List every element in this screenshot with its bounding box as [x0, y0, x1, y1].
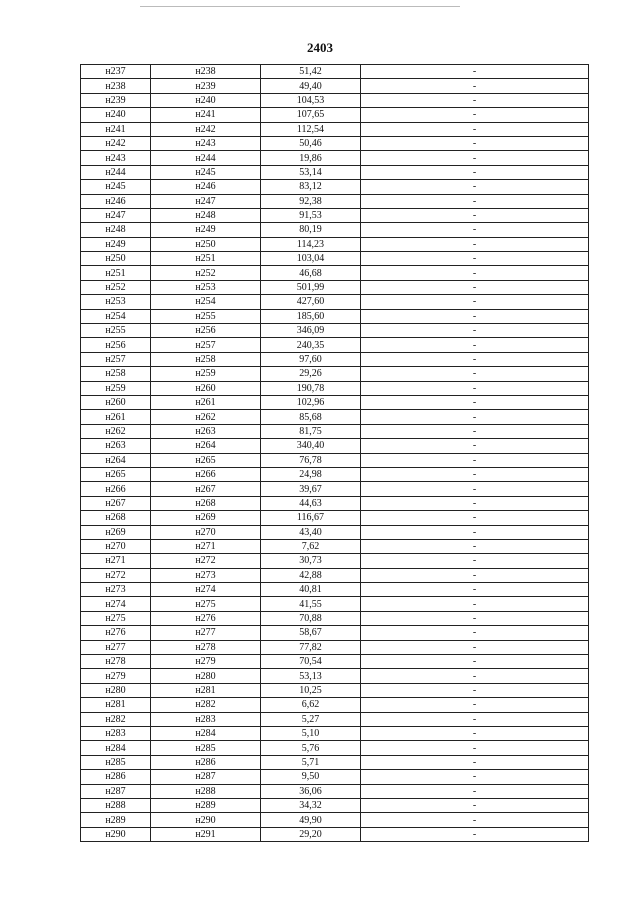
table-row — [81, 482, 589, 496]
from-point-cell: н239 — [81, 93, 151, 107]
table-row — [81, 237, 589, 251]
to-point-cell: н260 — [151, 381, 261, 395]
from-point-cell: н241 — [81, 122, 151, 136]
note-cell: - — [361, 726, 589, 740]
distance-cell: 44,63 — [261, 496, 361, 510]
table-row — [81, 395, 589, 409]
distance-cell: 97,60 — [261, 352, 361, 366]
to-point-cell: н285 — [151, 741, 261, 755]
table-row — [81, 827, 589, 841]
distance-cell: 70,88 — [261, 611, 361, 625]
note-cell: - — [361, 813, 589, 827]
note-cell: - — [361, 698, 589, 712]
from-point-cell: н273 — [81, 583, 151, 597]
to-point-cell: н258 — [151, 352, 261, 366]
table-row — [81, 784, 589, 798]
note-cell: - — [361, 741, 589, 755]
distance-cell: 116,67 — [261, 511, 361, 525]
table-row — [81, 136, 589, 150]
distance-cell: 24,98 — [261, 467, 361, 481]
distance-cell: 41,55 — [261, 597, 361, 611]
table-row — [81, 539, 589, 553]
note-cell: - — [361, 108, 589, 122]
table-row — [81, 151, 589, 165]
to-point-cell: н243 — [151, 136, 261, 150]
to-point-cell: н242 — [151, 122, 261, 136]
table-row — [81, 683, 589, 697]
to-point-cell: н252 — [151, 266, 261, 280]
distance-cell: 81,75 — [261, 424, 361, 438]
from-point-cell: н267 — [81, 496, 151, 510]
table-row — [81, 525, 589, 539]
to-point-cell: н250 — [151, 237, 261, 251]
note-cell: - — [361, 367, 589, 381]
to-point-cell: н291 — [151, 827, 261, 841]
from-point-cell: н246 — [81, 194, 151, 208]
table-row — [81, 568, 589, 582]
distance-cell: 10,25 — [261, 683, 361, 697]
table-row — [81, 712, 589, 726]
from-point-cell: н245 — [81, 180, 151, 194]
distance-cell: 102,96 — [261, 395, 361, 409]
from-point-cell: н289 — [81, 813, 151, 827]
note-cell: - — [361, 770, 589, 784]
distance-cell: 58,67 — [261, 626, 361, 640]
note-cell: - — [361, 611, 589, 625]
distance-cell: 46,68 — [261, 266, 361, 280]
note-cell: - — [361, 439, 589, 453]
from-point-cell: н248 — [81, 223, 151, 237]
from-point-cell: н279 — [81, 669, 151, 683]
note-cell: - — [361, 295, 589, 309]
from-point-cell: н282 — [81, 712, 151, 726]
from-point-cell: н287 — [81, 784, 151, 798]
to-point-cell: н269 — [151, 511, 261, 525]
to-point-cell: н282 — [151, 698, 261, 712]
to-point-cell: н287 — [151, 770, 261, 784]
distance-cell: 19,86 — [261, 151, 361, 165]
distance-cell: 36,06 — [261, 784, 361, 798]
to-point-cell: н271 — [151, 539, 261, 553]
note-cell: - — [361, 453, 589, 467]
note-cell: - — [361, 640, 589, 654]
distance-cell: 5,27 — [261, 712, 361, 726]
to-point-cell: н268 — [151, 496, 261, 510]
table-row — [81, 309, 589, 323]
to-point-cell: н238 — [151, 65, 261, 79]
table-row — [81, 611, 589, 625]
table-row — [81, 165, 589, 179]
note-cell: - — [361, 626, 589, 640]
note-cell: - — [361, 655, 589, 669]
to-point-cell: н247 — [151, 194, 261, 208]
note-cell: - — [361, 266, 589, 280]
table-row — [81, 93, 589, 107]
to-point-cell: н279 — [151, 655, 261, 669]
note-cell: - — [361, 180, 589, 194]
note-cell: - — [361, 338, 589, 352]
note-cell: - — [361, 151, 589, 165]
distance-cell: 40,81 — [261, 583, 361, 597]
distance-cell: 7,62 — [261, 539, 361, 553]
note-cell: - — [361, 136, 589, 150]
table-row — [81, 65, 589, 79]
page-number: 2403 — [307, 40, 333, 55]
from-point-cell: н242 — [81, 136, 151, 150]
from-point-cell: н277 — [81, 640, 151, 654]
from-point-cell: н285 — [81, 755, 151, 769]
table-row — [81, 180, 589, 194]
note-cell: - — [361, 511, 589, 525]
from-point-cell: н270 — [81, 539, 151, 553]
from-point-cell: н238 — [81, 79, 151, 93]
distance-cell: 190,78 — [261, 381, 361, 395]
note-cell: - — [361, 784, 589, 798]
table-row — [81, 770, 589, 784]
distance-cell: 346,09 — [261, 324, 361, 338]
note-cell: - — [361, 381, 589, 395]
note-cell: - — [361, 827, 589, 841]
from-point-cell: н288 — [81, 798, 151, 812]
to-point-cell: н240 — [151, 93, 261, 107]
table-row — [81, 223, 589, 237]
distance-cell: 9,50 — [261, 770, 361, 784]
to-point-cell: н266 — [151, 467, 261, 481]
table-row — [81, 655, 589, 669]
from-point-cell: н275 — [81, 611, 151, 625]
to-point-cell: н265 — [151, 453, 261, 467]
note-cell: - — [361, 712, 589, 726]
to-point-cell: н289 — [151, 798, 261, 812]
to-point-cell: н276 — [151, 611, 261, 625]
to-point-cell: н255 — [151, 309, 261, 323]
to-point-cell: н288 — [151, 784, 261, 798]
note-cell: - — [361, 395, 589, 409]
note-cell: - — [361, 65, 589, 79]
distance-cell: 6,62 — [261, 698, 361, 712]
table-row — [81, 367, 589, 381]
to-point-cell: н257 — [151, 338, 261, 352]
from-point-cell: н244 — [81, 165, 151, 179]
note-cell: - — [361, 525, 589, 539]
distance-cell: 5,76 — [261, 741, 361, 755]
from-point-cell: н259 — [81, 381, 151, 395]
distance-cell: 39,67 — [261, 482, 361, 496]
to-point-cell: н278 — [151, 640, 261, 654]
distance-cell: 43,40 — [261, 525, 361, 539]
boundary-points-table — [80, 64, 589, 842]
note-cell: - — [361, 223, 589, 237]
table-row — [81, 410, 589, 424]
table-row — [81, 726, 589, 740]
distance-cell: 112,54 — [261, 122, 361, 136]
from-point-cell: н290 — [81, 827, 151, 841]
from-point-cell: н280 — [81, 683, 151, 697]
note-cell: - — [361, 122, 589, 136]
distance-cell: 53,13 — [261, 669, 361, 683]
to-point-cell: н280 — [151, 669, 261, 683]
distance-cell: 76,78 — [261, 453, 361, 467]
from-point-cell: н284 — [81, 741, 151, 755]
distance-cell: 85,68 — [261, 410, 361, 424]
to-point-cell: н261 — [151, 395, 261, 409]
to-point-cell: н259 — [151, 367, 261, 381]
from-point-cell: н255 — [81, 324, 151, 338]
from-point-cell: н264 — [81, 453, 151, 467]
to-point-cell: н264 — [151, 439, 261, 453]
from-point-cell: н269 — [81, 525, 151, 539]
to-point-cell: н262 — [151, 410, 261, 424]
table-row — [81, 741, 589, 755]
to-point-cell: н273 — [151, 568, 261, 582]
table-row — [81, 381, 589, 395]
to-point-cell: н256 — [151, 324, 261, 338]
distance-cell: 30,73 — [261, 554, 361, 568]
distance-cell: 427,60 — [261, 295, 361, 309]
from-point-cell: н250 — [81, 252, 151, 266]
to-point-cell: н246 — [151, 180, 261, 194]
distance-cell: 50,46 — [261, 136, 361, 150]
from-point-cell: н258 — [81, 367, 151, 381]
from-point-cell: н283 — [81, 726, 151, 740]
note-cell: - — [361, 482, 589, 496]
note-cell: - — [361, 208, 589, 222]
note-cell: - — [361, 194, 589, 208]
note-cell: - — [361, 496, 589, 510]
to-point-cell: н284 — [151, 726, 261, 740]
from-point-cell: н247 — [81, 208, 151, 222]
distance-cell: 29,20 — [261, 827, 361, 841]
from-point-cell: н261 — [81, 410, 151, 424]
from-point-cell: н266 — [81, 482, 151, 496]
distance-cell: 104,53 — [261, 93, 361, 107]
distance-cell: 185,60 — [261, 309, 361, 323]
from-point-cell: н263 — [81, 439, 151, 453]
table-row — [81, 597, 589, 611]
note-cell: - — [361, 93, 589, 107]
table-body — [81, 65, 589, 842]
from-point-cell: н276 — [81, 626, 151, 640]
to-point-cell: н239 — [151, 79, 261, 93]
distance-cell: 34,32 — [261, 798, 361, 812]
note-cell: - — [361, 798, 589, 812]
distance-cell: 51,42 — [261, 65, 361, 79]
table-row — [81, 266, 589, 280]
from-point-cell: н260 — [81, 395, 151, 409]
note-cell: - — [361, 583, 589, 597]
note-cell: - — [361, 669, 589, 683]
to-point-cell: н272 — [151, 554, 261, 568]
to-point-cell: н245 — [151, 165, 261, 179]
table-row — [81, 280, 589, 294]
from-point-cell: н262 — [81, 424, 151, 438]
from-point-cell: н237 — [81, 65, 151, 79]
table-row — [81, 122, 589, 136]
distance-cell: 80,19 — [261, 223, 361, 237]
to-point-cell: н241 — [151, 108, 261, 122]
table-row — [81, 698, 589, 712]
distance-cell: 77,82 — [261, 640, 361, 654]
to-point-cell: н249 — [151, 223, 261, 237]
to-point-cell: н274 — [151, 583, 261, 597]
note-cell: - — [361, 309, 589, 323]
note-cell: - — [361, 79, 589, 93]
from-point-cell: н274 — [81, 597, 151, 611]
note-cell: - — [361, 597, 589, 611]
table-row — [81, 467, 589, 481]
distance-cell: 103,04 — [261, 252, 361, 266]
to-point-cell: н248 — [151, 208, 261, 222]
distance-cell: 5,71 — [261, 755, 361, 769]
to-point-cell: н270 — [151, 525, 261, 539]
to-point-cell: н281 — [151, 683, 261, 697]
note-cell: - — [361, 324, 589, 338]
from-point-cell: н265 — [81, 467, 151, 481]
note-cell: - — [361, 568, 589, 582]
table-row — [81, 208, 589, 222]
distance-cell: 501,99 — [261, 280, 361, 294]
from-point-cell: н253 — [81, 295, 151, 309]
distance-cell: 240,35 — [261, 338, 361, 352]
table-row — [81, 640, 589, 654]
note-cell: - — [361, 352, 589, 366]
distance-cell: 70,54 — [261, 655, 361, 669]
table-row — [81, 252, 589, 266]
distance-cell: 92,38 — [261, 194, 361, 208]
distance-cell: 53,14 — [261, 165, 361, 179]
to-point-cell: н253 — [151, 280, 261, 294]
table-row — [81, 626, 589, 640]
to-point-cell: н251 — [151, 252, 261, 266]
table-row — [81, 439, 589, 453]
table-row — [81, 669, 589, 683]
note-cell: - — [361, 554, 589, 568]
from-point-cell: н254 — [81, 309, 151, 323]
table-row — [81, 583, 589, 597]
from-point-cell: н281 — [81, 698, 151, 712]
table-row — [81, 453, 589, 467]
note-cell: - — [361, 165, 589, 179]
note-cell: - — [361, 280, 589, 294]
note-cell: - — [361, 424, 589, 438]
to-point-cell: н254 — [151, 295, 261, 309]
to-point-cell: н275 — [151, 597, 261, 611]
distance-cell: 340,40 — [261, 439, 361, 453]
from-point-cell: н268 — [81, 511, 151, 525]
table-row — [81, 352, 589, 366]
scan-top-edge-line — [140, 6, 460, 7]
table-row — [81, 324, 589, 338]
distance-cell: 83,12 — [261, 180, 361, 194]
to-point-cell: н277 — [151, 626, 261, 640]
distance-cell: 91,53 — [261, 208, 361, 222]
from-point-cell: н252 — [81, 280, 151, 294]
distance-cell: 114,23 — [261, 237, 361, 251]
note-cell: - — [361, 237, 589, 251]
to-point-cell: н286 — [151, 755, 261, 769]
from-point-cell: н251 — [81, 266, 151, 280]
table-row — [81, 755, 589, 769]
from-point-cell: н278 — [81, 655, 151, 669]
table-row — [81, 424, 589, 438]
distance-cell: 42,88 — [261, 568, 361, 582]
table-row — [81, 338, 589, 352]
to-point-cell: н283 — [151, 712, 261, 726]
from-point-cell: н256 — [81, 338, 151, 352]
from-point-cell: н243 — [81, 151, 151, 165]
distance-cell: 107,65 — [261, 108, 361, 122]
table-row — [81, 79, 589, 93]
table-row — [81, 798, 589, 812]
to-point-cell: н290 — [151, 813, 261, 827]
table-row — [81, 511, 589, 525]
note-cell: - — [361, 755, 589, 769]
from-point-cell: н249 — [81, 237, 151, 251]
note-cell: - — [361, 410, 589, 424]
distance-cell: 49,40 — [261, 79, 361, 93]
table-row — [81, 194, 589, 208]
table-row — [81, 108, 589, 122]
distance-cell: 49,90 — [261, 813, 361, 827]
from-point-cell: н286 — [81, 770, 151, 784]
table-row — [81, 295, 589, 309]
to-point-cell: н244 — [151, 151, 261, 165]
distance-cell: 29,26 — [261, 367, 361, 381]
note-cell: - — [361, 683, 589, 697]
from-point-cell: н272 — [81, 568, 151, 582]
distance-cell: 5,10 — [261, 726, 361, 740]
table-row — [81, 496, 589, 510]
from-point-cell: н240 — [81, 108, 151, 122]
from-point-cell: н271 — [81, 554, 151, 568]
note-cell: - — [361, 467, 589, 481]
to-point-cell: н263 — [151, 424, 261, 438]
from-point-cell: н257 — [81, 352, 151, 366]
to-point-cell: н267 — [151, 482, 261, 496]
note-cell: - — [361, 252, 589, 266]
note-cell: - — [361, 539, 589, 553]
table-row — [81, 554, 589, 568]
table-row — [81, 813, 589, 827]
